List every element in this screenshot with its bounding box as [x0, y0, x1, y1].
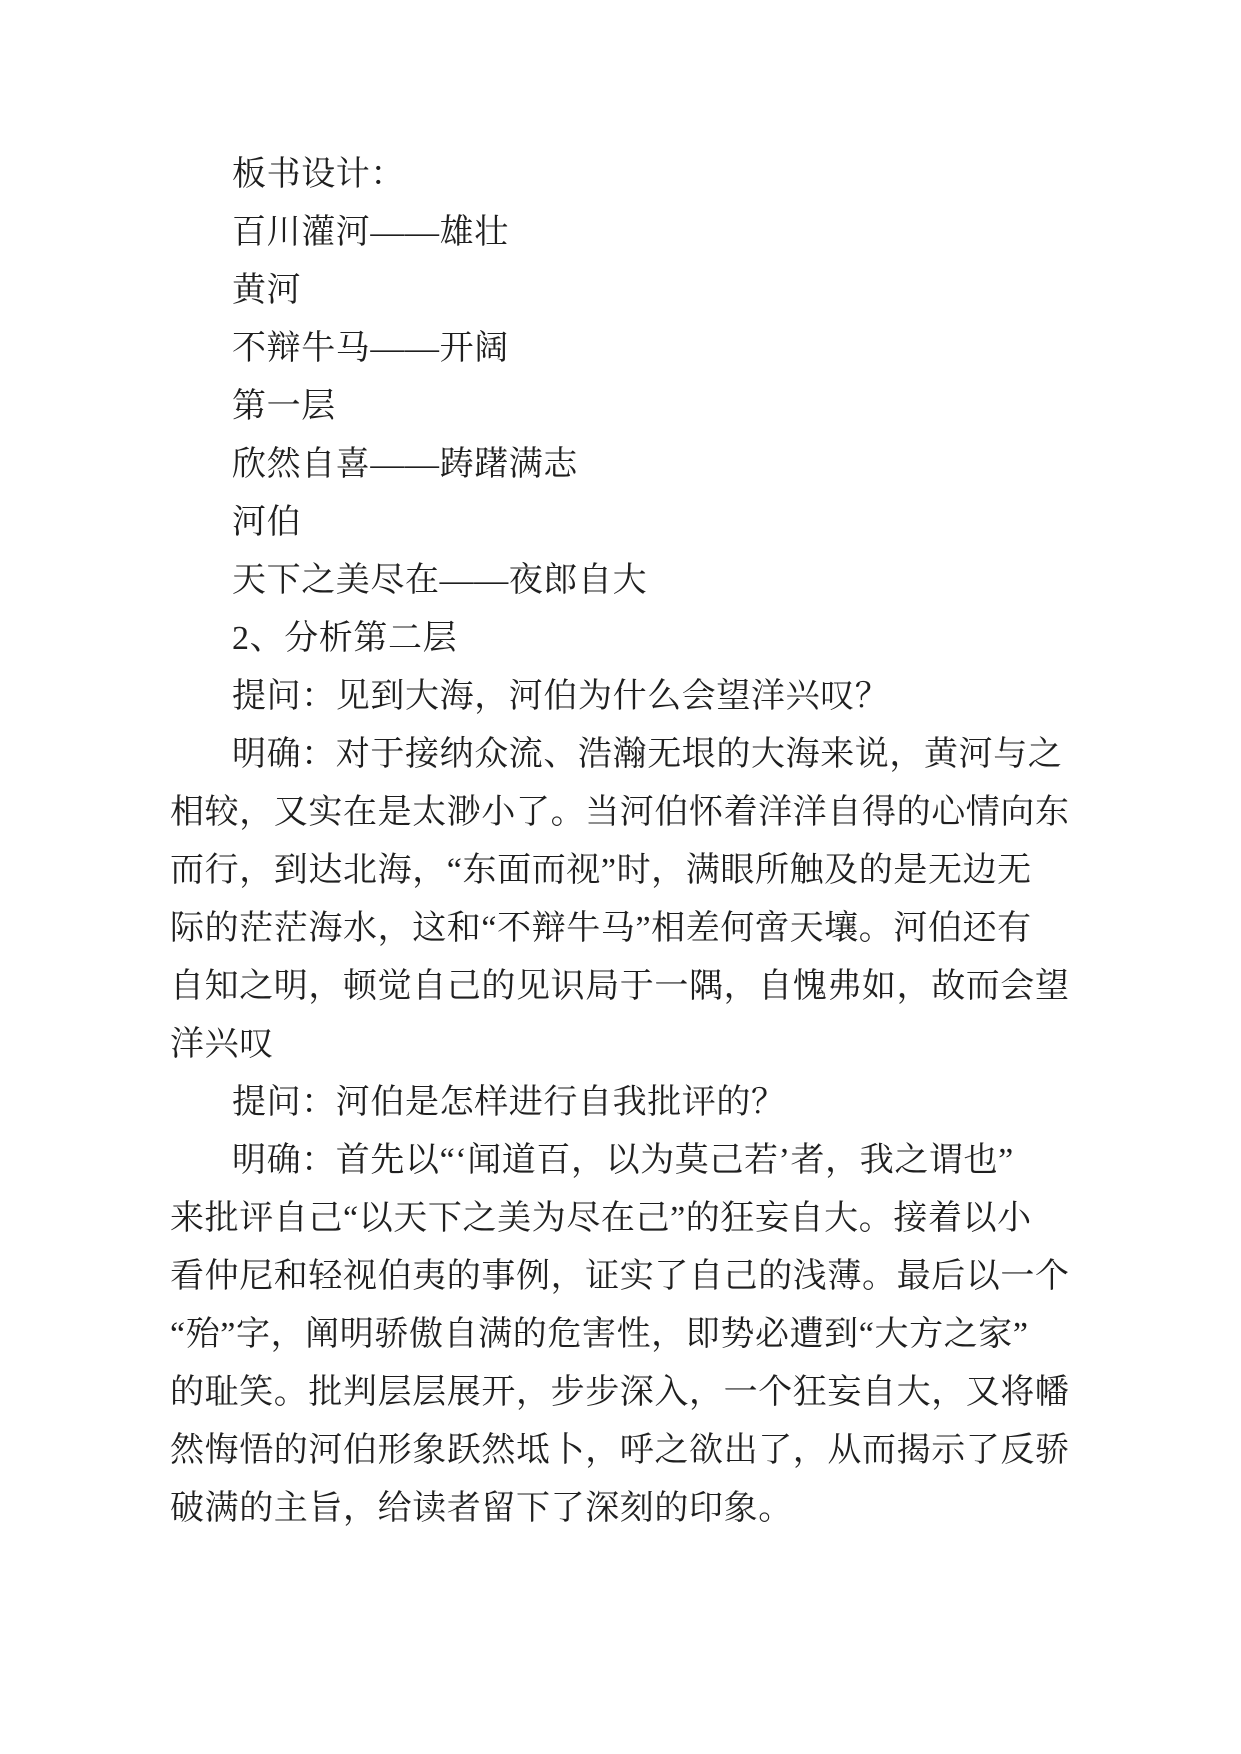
text-line: 百川灌河——雄壮	[232, 214, 509, 251]
text-line: 河伯	[232, 504, 302, 541]
text-line: 看仲尼和轻视伯夷的事例，证实了自己的浅薄。最后以一个	[170, 1258, 1070, 1295]
text-line: 破满的主旨，给读者留下了深刻的印象。	[170, 1490, 793, 1527]
text-line: 洋兴叹	[170, 1026, 274, 1063]
text-line: 自知之明，顿觉自己的见识局于一隅，自愧弗如，故而会望	[170, 968, 1070, 1005]
text-line: 际的茫茫海水，这和“不辩牛马”相差何啻天壤。河伯还有	[170, 910, 1032, 947]
text-line: 来批评自己“以天下之美为尽在己”的狂妄自大。接着以小	[170, 1200, 1032, 1237]
text-line: 提问：河伯是怎样进行自我批评的？	[232, 1084, 786, 1121]
text-content	[170, 146, 1075, 1538]
text-line: 板书设计：	[232, 156, 405, 193]
text-line: 的耻笑。批判层层展开，步步深入，一个狂妄自大，又将幡	[170, 1374, 1070, 1411]
text-line: 而行，到达北海，“东面而视”时，满眼所触及的是无边无	[170, 852, 1032, 889]
text-line: 相较，又实在是太渺小了。当河伯怀着洋洋自得的心情向东	[170, 794, 1070, 831]
text-line: 明确：对于接纳众流、浩瀚无垠的大海来说，黄河与之	[232, 736, 1063, 773]
text-line: 不辩牛马——开阔	[232, 330, 509, 367]
text-line: “殆”字，阐明骄傲自满的危害性，即势必遭到“大方之家”	[170, 1316, 1029, 1353]
text-line: 提问：见到大海，河伯为什么会望洋兴叹？	[232, 678, 890, 715]
text-line: 天下之美尽在——夜郎自大	[232, 562, 648, 599]
text-line: 欣然自喜——踌躇满志	[232, 446, 578, 483]
text-line: 2、分析第二层	[232, 620, 458, 657]
text-line: 然悔悟的河伯形象跃然坻卜，呼之欲出了，从而揭示了反骄	[170, 1432, 1070, 1469]
text-line: 明确：首先以“‘闻道百，以为莫己若’者，我之谓也”	[232, 1142, 1014, 1179]
text-line: 黄河	[232, 272, 302, 309]
text-line: 第一层	[232, 388, 336, 425]
